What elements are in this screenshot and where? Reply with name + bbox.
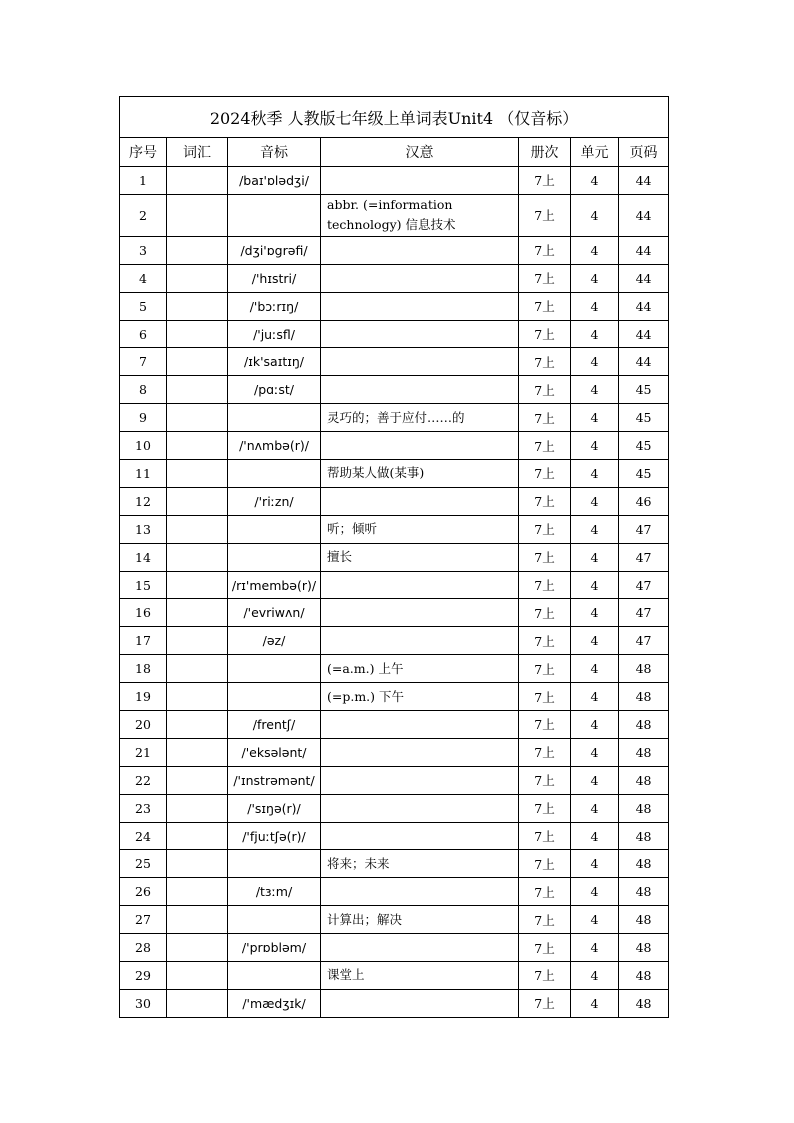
row-number: 24: [120, 822, 167, 850]
row-number: 19: [120, 683, 167, 711]
row-number: 6: [120, 320, 167, 348]
unit-cell: 4: [571, 711, 619, 739]
row-number: 5: [120, 292, 167, 320]
table-row: [120, 376, 669, 404]
table-row: [120, 194, 669, 236]
meaning-cell: [321, 292, 519, 320]
table-row: [120, 348, 669, 376]
table-row: [120, 460, 669, 488]
unit-cell: 4: [571, 906, 619, 934]
word-cell: [167, 738, 228, 766]
unit-cell: 4: [571, 822, 619, 850]
table-row: [120, 655, 669, 683]
meaning-cell: [321, 738, 519, 766]
page-cell: 45: [619, 376, 669, 404]
page-cell: 48: [619, 683, 669, 711]
row-number: 11: [120, 460, 167, 488]
page-cell: 44: [619, 194, 669, 236]
table-row: [120, 738, 669, 766]
word-cell: [167, 487, 228, 515]
phonetic-cell: /pɑːst/: [228, 376, 321, 404]
phonetic-cell: /dʒi'ɒgrəfi/: [228, 236, 321, 264]
vocabulary-table: [119, 96, 669, 1018]
unit-cell: 4: [571, 515, 619, 543]
word-cell: [167, 432, 228, 460]
phonetic-cell: [228, 962, 321, 990]
word-cell: [167, 850, 228, 878]
page-cell: 48: [619, 906, 669, 934]
meaning-cell: (=p.m.) 下午: [321, 683, 519, 711]
word-cell: [167, 376, 228, 404]
row-number: 26: [120, 878, 167, 906]
row-number: 4: [120, 264, 167, 292]
unit-cell: 4: [571, 376, 619, 404]
meaning-cell: abbr. (=information technology) 信息技术: [321, 194, 519, 236]
phonetic-cell: [228, 404, 321, 432]
table-row: [120, 167, 669, 195]
word-cell: [167, 989, 228, 1017]
unit-cell: 4: [571, 460, 619, 488]
page-cell: 45: [619, 460, 669, 488]
header-unit: 单元: [571, 138, 619, 167]
volume-cell: 7上: [519, 460, 571, 488]
phonetic-cell: /əz/: [228, 627, 321, 655]
phonetic-cell: /baɪ'ɒlədʒi/: [228, 167, 321, 195]
row-number: 9: [120, 404, 167, 432]
table-row: [120, 515, 669, 543]
volume-cell: 7上: [519, 264, 571, 292]
phonetic-cell: [228, 683, 321, 711]
phonetic-cell: /'prɒbləm/: [228, 934, 321, 962]
unit-cell: 4: [571, 850, 619, 878]
table-row: [120, 432, 669, 460]
meaning-cell: [321, 878, 519, 906]
page-cell: 44: [619, 167, 669, 195]
page-cell: 46: [619, 487, 669, 515]
word-cell: [167, 236, 228, 264]
volume-cell: 7上: [519, 432, 571, 460]
unit-cell: 4: [571, 683, 619, 711]
word-cell: [167, 906, 228, 934]
phonetic-cell: /'ɪnstrəmənt/: [228, 766, 321, 794]
word-cell: [167, 404, 228, 432]
word-cell: [167, 766, 228, 794]
word-cell: [167, 878, 228, 906]
meaning-cell: [321, 766, 519, 794]
table-row: [120, 627, 669, 655]
table-row: [120, 487, 669, 515]
meaning-cell: 将来；未来: [321, 850, 519, 878]
table-row: [120, 711, 669, 739]
row-number: 15: [120, 571, 167, 599]
meaning-cell: [321, 167, 519, 195]
page-cell: 48: [619, 962, 669, 990]
unit-cell: 4: [571, 766, 619, 794]
table-row: [120, 292, 669, 320]
unit-cell: 4: [571, 292, 619, 320]
header-row: [120, 138, 669, 167]
table-row: [120, 794, 669, 822]
unit-cell: 4: [571, 962, 619, 990]
unit-cell: 4: [571, 738, 619, 766]
volume-cell: 7上: [519, 320, 571, 348]
row-number: 3: [120, 236, 167, 264]
table-row: [120, 906, 669, 934]
page-cell: 45: [619, 404, 669, 432]
row-number: 10: [120, 432, 167, 460]
meaning-cell: [321, 934, 519, 962]
word-cell: [167, 711, 228, 739]
row-number: 13: [120, 515, 167, 543]
volume-cell: 7上: [519, 627, 571, 655]
row-number: 17: [120, 627, 167, 655]
table-row: [120, 934, 669, 962]
meaning-cell: 擅长: [321, 543, 519, 571]
table-row: [120, 878, 669, 906]
meaning-cell: 帮助某人做(某事): [321, 460, 519, 488]
volume-cell: 7上: [519, 711, 571, 739]
meaning-cell: 灵巧的；善于应付……的: [321, 404, 519, 432]
table-title: 2024秋季 人教版七年级上单词表Unit4 （仅音标）: [120, 97, 669, 138]
volume-cell: 7上: [519, 738, 571, 766]
table-row: [120, 571, 669, 599]
volume-cell: 7上: [519, 878, 571, 906]
page-cell: 48: [619, 738, 669, 766]
page-cell: 47: [619, 515, 669, 543]
phonetic-cell: /frentʃ/: [228, 711, 321, 739]
meaning-cell: 计算出；解决: [321, 906, 519, 934]
header-volume: 册次: [519, 138, 571, 167]
unit-cell: 4: [571, 878, 619, 906]
page-cell: 48: [619, 822, 669, 850]
word-cell: [167, 543, 228, 571]
row-number: 29: [120, 962, 167, 990]
table-row: [120, 404, 669, 432]
volume-cell: 7上: [519, 543, 571, 571]
meaning-cell: [321, 822, 519, 850]
word-cell: [167, 571, 228, 599]
phonetic-cell: /rɪ'membə(r)/: [228, 571, 321, 599]
volume-cell: 7上: [519, 683, 571, 711]
phonetic-cell: /'hɪstri/: [228, 264, 321, 292]
unit-cell: 4: [571, 264, 619, 292]
page-cell: 47: [619, 543, 669, 571]
unit-cell: 4: [571, 989, 619, 1017]
meaning-cell: [321, 320, 519, 348]
table-row: [120, 543, 669, 571]
table-row: [120, 320, 669, 348]
page-cell: 45: [619, 432, 669, 460]
table-row: [120, 766, 669, 794]
page-cell: 48: [619, 766, 669, 794]
volume-cell: 7上: [519, 348, 571, 376]
table-row: [120, 822, 669, 850]
page-cell: 48: [619, 934, 669, 962]
row-number: 1: [120, 167, 167, 195]
word-cell: [167, 515, 228, 543]
meaning-cell: [321, 264, 519, 292]
meaning-cell: [321, 627, 519, 655]
word-cell: [167, 683, 228, 711]
unit-cell: 4: [571, 571, 619, 599]
volume-cell: 7上: [519, 515, 571, 543]
volume-cell: 7上: [519, 906, 571, 934]
word-cell: [167, 934, 228, 962]
volume-cell: 7上: [519, 599, 571, 627]
meaning-cell: [321, 487, 519, 515]
meaning-cell: (=a.m.) 上午: [321, 655, 519, 683]
volume-cell: 7上: [519, 194, 571, 236]
page-cell: 48: [619, 850, 669, 878]
meaning-cell: [321, 711, 519, 739]
header-number: 序号: [120, 138, 167, 167]
table-row: [120, 989, 669, 1017]
volume-cell: 7上: [519, 236, 571, 264]
unit-cell: 4: [571, 627, 619, 655]
word-cell: [167, 292, 228, 320]
row-number: 2: [120, 194, 167, 236]
phonetic-cell: /'evriwʌn/: [228, 599, 321, 627]
phonetic-cell: [228, 194, 321, 236]
header-phonetic: 音标: [228, 138, 321, 167]
phonetic-cell: /'juːsfl/: [228, 320, 321, 348]
meaning-cell: 课堂上: [321, 962, 519, 990]
unit-cell: 4: [571, 348, 619, 376]
table-row: [120, 264, 669, 292]
row-number: 27: [120, 906, 167, 934]
phonetic-cell: [228, 515, 321, 543]
volume-cell: 7上: [519, 655, 571, 683]
volume-cell: 7上: [519, 766, 571, 794]
volume-cell: 7上: [519, 167, 571, 195]
phonetic-cell: /'bɔːrɪŋ/: [228, 292, 321, 320]
meaning-cell: [321, 376, 519, 404]
table-row: [120, 683, 669, 711]
unit-cell: 4: [571, 794, 619, 822]
page-cell: 44: [619, 292, 669, 320]
page-cell: 48: [619, 711, 669, 739]
page-cell: 47: [619, 627, 669, 655]
meaning-cell: [321, 432, 519, 460]
volume-cell: 7上: [519, 404, 571, 432]
meaning-cell: [321, 794, 519, 822]
page-cell: 48: [619, 794, 669, 822]
phonetic-cell: /'sɪŋə(r)/: [228, 794, 321, 822]
phonetic-cell: [228, 655, 321, 683]
word-cell: [167, 167, 228, 195]
page-cell: 47: [619, 599, 669, 627]
table-row: [120, 599, 669, 627]
meaning-cell: [321, 989, 519, 1017]
phonetic-cell: [228, 850, 321, 878]
page-cell: 44: [619, 320, 669, 348]
word-cell: [167, 599, 228, 627]
volume-cell: 7上: [519, 850, 571, 878]
row-number: 16: [120, 599, 167, 627]
row-number: 25: [120, 850, 167, 878]
unit-cell: 4: [571, 599, 619, 627]
row-number: 8: [120, 376, 167, 404]
page-cell: 44: [619, 236, 669, 264]
word-cell: [167, 794, 228, 822]
row-number: 14: [120, 543, 167, 571]
row-number: 18: [120, 655, 167, 683]
phonetic-cell: [228, 543, 321, 571]
row-number: 20: [120, 711, 167, 739]
word-cell: [167, 264, 228, 292]
page-cell: 48: [619, 878, 669, 906]
phonetic-cell: /'eksələnt/: [228, 738, 321, 766]
page-cell: 48: [619, 989, 669, 1017]
row-number: 12: [120, 487, 167, 515]
table-row: [120, 236, 669, 264]
volume-cell: 7上: [519, 794, 571, 822]
unit-cell: 4: [571, 404, 619, 432]
header-word: 词汇: [167, 138, 228, 167]
volume-cell: 7上: [519, 487, 571, 515]
page-cell: 44: [619, 264, 669, 292]
unit-cell: 4: [571, 320, 619, 348]
volume-cell: 7上: [519, 376, 571, 404]
phonetic-cell: /'nʌmbə(r)/: [228, 432, 321, 460]
phonetic-cell: [228, 460, 321, 488]
unit-cell: 4: [571, 432, 619, 460]
volume-cell: 7上: [519, 292, 571, 320]
volume-cell: 7上: [519, 962, 571, 990]
meaning-cell: [321, 599, 519, 627]
page-cell: 48: [619, 655, 669, 683]
volume-cell: 7上: [519, 571, 571, 599]
volume-cell: 7上: [519, 934, 571, 962]
row-number: 22: [120, 766, 167, 794]
table-row: [120, 850, 669, 878]
unit-cell: 4: [571, 167, 619, 195]
volume-cell: 7上: [519, 822, 571, 850]
row-number: 23: [120, 794, 167, 822]
meaning-cell: [321, 571, 519, 599]
header-meaning: 汉意: [321, 138, 519, 167]
row-number: 30: [120, 989, 167, 1017]
unit-cell: 4: [571, 655, 619, 683]
unit-cell: 4: [571, 194, 619, 236]
volume-cell: 7上: [519, 989, 571, 1017]
page-cell: 47: [619, 571, 669, 599]
page-cell: 44: [619, 348, 669, 376]
word-cell: [167, 460, 228, 488]
unit-cell: 4: [571, 543, 619, 571]
meaning-cell: [321, 348, 519, 376]
word-cell: [167, 320, 228, 348]
phonetic-cell: /'riːzn/: [228, 487, 321, 515]
row-number: 7: [120, 348, 167, 376]
word-cell: [167, 655, 228, 683]
row-number: 28: [120, 934, 167, 962]
word-cell: [167, 194, 228, 236]
unit-cell: 4: [571, 487, 619, 515]
unit-cell: 4: [571, 934, 619, 962]
word-cell: [167, 627, 228, 655]
word-cell: [167, 962, 228, 990]
word-cell: [167, 348, 228, 376]
table-row: [120, 962, 669, 990]
phonetic-cell: /'mædʒɪk/: [228, 989, 321, 1017]
phonetic-cell: /ɪk'saɪtɪŋ/: [228, 348, 321, 376]
header-page: 页码: [619, 138, 669, 167]
row-number: 21: [120, 738, 167, 766]
meaning-cell: 听；倾听: [321, 515, 519, 543]
phonetic-cell: /'fjuːtʃə(r)/: [228, 822, 321, 850]
phonetic-cell: /tɜːm/: [228, 878, 321, 906]
phonetic-cell: [228, 906, 321, 934]
word-cell: [167, 822, 228, 850]
unit-cell: 4: [571, 236, 619, 264]
meaning-cell: [321, 236, 519, 264]
